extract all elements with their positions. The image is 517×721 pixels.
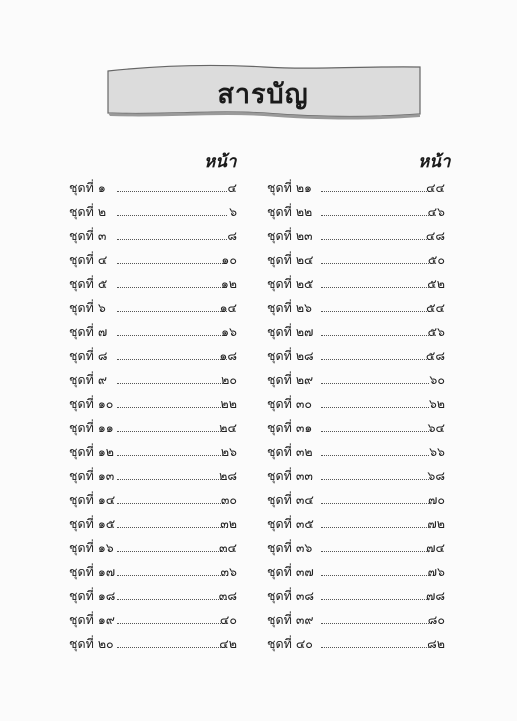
toc-entry-label: ชุดที่ ๕ bbox=[69, 276, 108, 291]
toc-entry[interactable] bbox=[267, 584, 447, 608]
toc-entry-label: ชุดที่ ๓๐ bbox=[267, 396, 312, 411]
toc-entry-page: ๒๖ bbox=[220, 444, 237, 459]
toc-entry-label: ชุดที่ ๓๓ bbox=[267, 468, 313, 483]
toc-entry-page: ๗๖ bbox=[427, 564, 445, 579]
toc-entry-page: ๕๔ bbox=[426, 300, 445, 315]
page-title: สารบัญ bbox=[217, 79, 309, 110]
toc-entry-label: ชุดที่ ๔๐ bbox=[267, 636, 313, 651]
toc-entry[interactable] bbox=[69, 608, 239, 632]
toc-entry-page: ๘ bbox=[227, 228, 237, 243]
toc-entry[interactable] bbox=[69, 296, 239, 320]
dot-leader bbox=[321, 311, 429, 312]
toc-entry[interactable] bbox=[69, 584, 239, 608]
toc-entry[interactable] bbox=[69, 176, 239, 200]
toc-entry[interactable] bbox=[267, 344, 447, 368]
toc-entry-label: ชุดที่ ๑๓ bbox=[69, 468, 115, 483]
toc-entry[interactable] bbox=[267, 272, 447, 296]
toc-entry-label: ชุดที่ ๒๕ bbox=[267, 276, 314, 291]
toc-entry-page: ๗๔ bbox=[426, 540, 445, 555]
toc-entry-page: ๓๐ bbox=[220, 492, 237, 507]
toc-entry-page: ๗๐ bbox=[427, 492, 445, 507]
toc-entry-page: ๕๐ bbox=[427, 252, 445, 267]
dot-leader bbox=[321, 431, 429, 432]
toc-entry-page: ๗๒ bbox=[427, 516, 445, 531]
toc-entry-label: ชุดที่ ๘ bbox=[69, 348, 108, 363]
dot-leader bbox=[321, 455, 429, 456]
toc-entry-page: ๔๖ bbox=[427, 204, 445, 219]
toc-entry[interactable] bbox=[69, 512, 239, 536]
toc-entry[interactable] bbox=[267, 464, 447, 488]
toc-entry-label: ชุดที่ ๓๔ bbox=[267, 492, 314, 507]
toc-entry[interactable] bbox=[267, 416, 447, 440]
toc-entry-page: ๔๔ bbox=[426, 180, 445, 195]
toc-entry-label: ชุดที่ ๓๘ bbox=[267, 588, 315, 603]
toc-entry-label: ชุดที่ ๓ bbox=[69, 228, 107, 243]
dot-leader bbox=[321, 575, 429, 576]
toc-entry-label: ชุดที่ ๓๖ bbox=[267, 540, 313, 555]
toc-entry-label: ชุดที่ ๑๕ bbox=[69, 516, 116, 531]
toc-entry[interactable] bbox=[267, 440, 447, 464]
dot-leader bbox=[321, 407, 429, 408]
toc-entry-label: ชุดที่ ๒๘ bbox=[267, 348, 314, 363]
toc-entry[interactable] bbox=[267, 296, 447, 320]
toc-entry-label: ชุดที่ ๓๑ bbox=[267, 420, 313, 435]
dot-leader bbox=[321, 287, 429, 288]
toc-entry-label: ชุดที่ ๒๐ bbox=[69, 636, 114, 651]
dot-leader bbox=[321, 383, 429, 384]
toc-entry-page: ๑๔ bbox=[219, 300, 237, 315]
toc-left-column bbox=[69, 176, 239, 656]
dot-leader bbox=[321, 191, 429, 192]
toc-entry[interactable] bbox=[267, 608, 447, 632]
dot-leader bbox=[321, 263, 429, 264]
toc-entry-page: ๓๖ bbox=[220, 564, 237, 579]
toc-entry[interactable] bbox=[69, 536, 239, 560]
dot-leader bbox=[321, 599, 429, 600]
dot-leader bbox=[321, 479, 429, 480]
toc-entry[interactable] bbox=[267, 224, 447, 248]
toc-entry[interactable] bbox=[69, 440, 239, 464]
toc-entry-page: ๔๒ bbox=[219, 636, 237, 651]
toc-entry-page: ๖๔ bbox=[427, 420, 445, 435]
toc-entry-page: ๖๘ bbox=[427, 468, 445, 483]
toc-entry-page: ๖๐ bbox=[429, 372, 445, 387]
dot-leader bbox=[321, 503, 429, 504]
toc-entry-page: ๔ bbox=[227, 180, 237, 195]
toc-entry-label: ชุดที่ ๒๖ bbox=[267, 300, 312, 315]
toc-entry[interactable] bbox=[267, 488, 447, 512]
toc-entry-page: ๘๐ bbox=[427, 612, 445, 627]
toc-entry-label: ชุดที่ ๑๖ bbox=[69, 540, 114, 555]
toc-entry-label: ชุดที่ ๒๗ bbox=[267, 324, 314, 339]
toc-entry-label: ชุดที่ ๑๐ bbox=[69, 396, 114, 411]
toc-entry-label: ชุดที่ ๓๕ bbox=[267, 516, 314, 531]
toc-entry-label: ชุดที่ ๑๙ bbox=[69, 612, 115, 627]
toc-entry-page: ๒๐ bbox=[221, 372, 237, 387]
title-banner bbox=[104, 62, 422, 120]
toc-entry[interactable] bbox=[69, 392, 239, 416]
toc-entry-page: ๒๘ bbox=[219, 468, 237, 483]
toc-entry-page: ๒๒ bbox=[220, 396, 237, 411]
toc-entry-label: ชุดที่ ๒๒ bbox=[267, 204, 313, 219]
toc-entry[interactable] bbox=[69, 224, 239, 248]
toc-entry-page: ๒๔ bbox=[219, 420, 237, 435]
toc-entry-label: ชุดที่ ๖ bbox=[69, 300, 106, 315]
toc-entry-label: ชุดที่ ๒๙ bbox=[267, 372, 314, 387]
toc-entry-label: ชุดที่ ๑๑ bbox=[69, 420, 114, 435]
toc-entry[interactable] bbox=[69, 488, 239, 512]
toc-entry-label: ชุดที่ ๓๙ bbox=[267, 612, 314, 627]
toc-entry[interactable] bbox=[267, 632, 447, 656]
toc-entry-page: ๖ bbox=[229, 204, 237, 219]
toc-entry-page: ๑๘ bbox=[219, 348, 237, 363]
toc-entry-page: ๗๘ bbox=[425, 588, 445, 603]
toc-entry-label: ชุดที่ ๑๘ bbox=[69, 588, 116, 603]
toc-entry-page: ๑๐ bbox=[221, 252, 237, 267]
toc-entry-label: ชุดที่ ๒๔ bbox=[267, 252, 314, 267]
toc-entry-page: ๓๔ bbox=[218, 540, 237, 555]
toc-entry[interactable] bbox=[267, 368, 447, 392]
page-column-header-left: หน้า bbox=[204, 152, 237, 172]
dot-leader bbox=[321, 215, 429, 216]
toc-entry[interactable] bbox=[69, 248, 239, 272]
toc-entry[interactable] bbox=[267, 176, 447, 200]
toc-entry-label: ชุดที่ ๑๒ bbox=[69, 444, 114, 459]
toc-entry-label: ชุดที่ ๑๗ bbox=[69, 564, 116, 579]
dot-leader bbox=[321, 647, 429, 648]
toc-entry-label: ชุดที่ ๑ bbox=[69, 180, 106, 195]
toc-entry[interactable] bbox=[69, 632, 239, 656]
toc-entry-page: ๓๘ bbox=[218, 588, 237, 603]
toc-entry-page: ๓๒ bbox=[220, 516, 237, 531]
toc-entry-page: ๖๒ bbox=[428, 396, 445, 411]
toc-entry-label: ชุดที่ ๔ bbox=[69, 252, 108, 267]
dot-leader bbox=[321, 551, 429, 552]
toc-entry[interactable] bbox=[69, 200, 239, 224]
toc-entry-label: ชุดที่ ๒๑ bbox=[267, 180, 312, 195]
toc-entry-page: ๑๒ bbox=[220, 276, 237, 291]
toc-entry-page: ๕๘ bbox=[425, 348, 445, 363]
dot-leader bbox=[321, 335, 429, 336]
toc-entry[interactable] bbox=[267, 200, 447, 224]
dot-leader bbox=[321, 239, 429, 240]
toc-entry[interactable] bbox=[69, 320, 239, 344]
toc-entry-page: ๔๐ bbox=[219, 612, 237, 627]
toc-entry[interactable] bbox=[69, 464, 239, 488]
toc-right-column bbox=[267, 176, 447, 656]
toc-entry-page: ๘๒ bbox=[427, 636, 445, 651]
toc-entry-label: ชุดที่ ๓๒ bbox=[267, 444, 313, 459]
toc-entry[interactable] bbox=[267, 560, 447, 584]
page-column-header-right: หน้า bbox=[418, 152, 451, 172]
toc-entry-label: ชุดที่ ๒๓ bbox=[267, 228, 313, 243]
toc-entry[interactable] bbox=[69, 560, 239, 584]
toc-entry-page: ๕๖ bbox=[427, 324, 445, 339]
dot-leader bbox=[321, 527, 429, 528]
toc-entry-page: ๕๒ bbox=[427, 276, 445, 291]
toc-entry-page: ๔๘ bbox=[425, 228, 445, 243]
toc-entry[interactable] bbox=[267, 248, 447, 272]
toc-entry-page: ๑๖ bbox=[221, 324, 237, 339]
toc-entry-label: ชุดที่ ๗ bbox=[69, 324, 108, 339]
toc-entry-label: ชุดที่ ๙ bbox=[69, 372, 107, 387]
toc-entry[interactable] bbox=[267, 512, 447, 536]
toc-entry[interactable] bbox=[267, 320, 447, 344]
toc-entry-page: ๖๖ bbox=[429, 444, 445, 459]
toc-entry[interactable] bbox=[267, 536, 447, 560]
toc-entry-label: ชุดที่ ๒ bbox=[69, 204, 107, 219]
toc-entry[interactable] bbox=[69, 416, 239, 440]
toc-entry-label: ชุดที่ ๑๔ bbox=[69, 492, 116, 507]
toc-entry[interactable] bbox=[69, 368, 239, 392]
toc-entry[interactable] bbox=[69, 344, 239, 368]
dot-leader bbox=[321, 623, 429, 624]
toc-entry-label: ชุดที่ ๓๗ bbox=[267, 564, 314, 579]
toc-entry[interactable] bbox=[267, 392, 447, 416]
toc-entry[interactable] bbox=[69, 272, 239, 296]
dot-leader bbox=[321, 359, 429, 360]
